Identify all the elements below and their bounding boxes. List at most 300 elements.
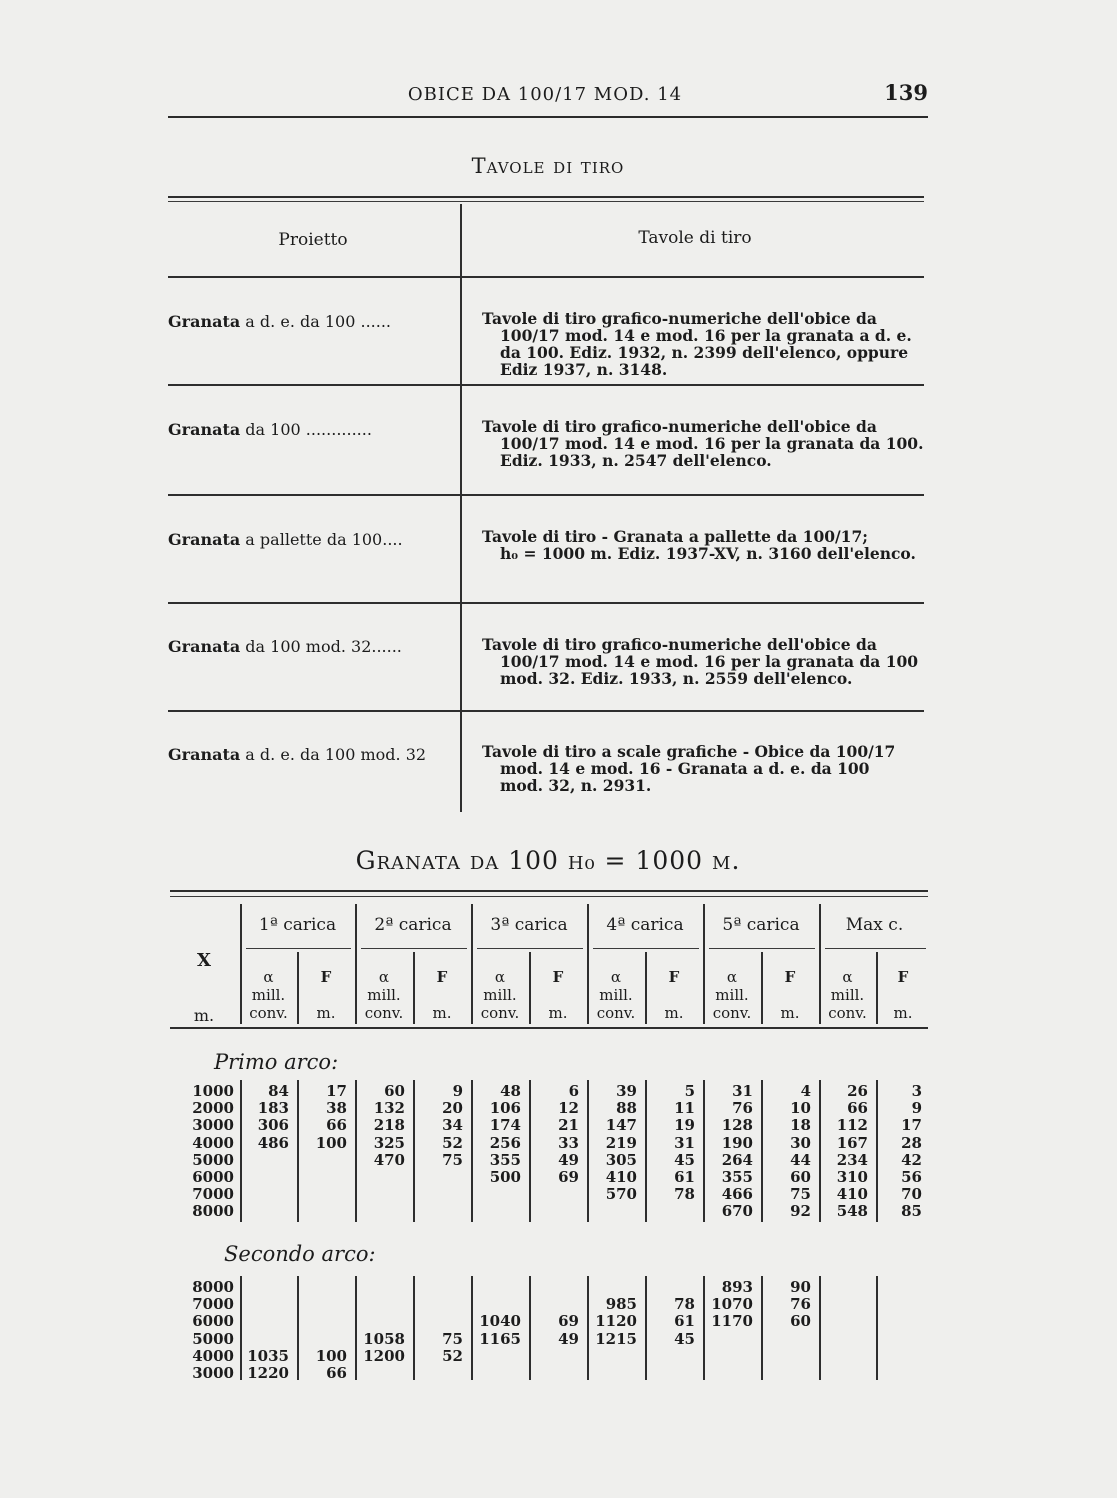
subheader-rule — [593, 948, 699, 949]
table-cell: 548 — [836, 1202, 868, 1221]
table-cell — [349, 1365, 405, 1382]
f-unit: m. — [548, 1004, 568, 1022]
table-cell — [407, 1313, 463, 1330]
table-cell: 92 — [790, 1202, 811, 1221]
data-column — [812, 1279, 868, 1382]
table-cell — [866, 1313, 922, 1330]
table-cell: 52 — [442, 1346, 463, 1365]
description-line: Tavole di tiro grafico-numeriche dell'obice da — [482, 417, 877, 436]
table-cell — [349, 1169, 405, 1186]
table-cell: 45 — [674, 1150, 695, 1169]
table-cell: 33 — [558, 1133, 579, 1152]
table-cell — [581, 1203, 637, 1220]
alpha-subheader-text: α — [494, 968, 506, 986]
data-column — [866, 1083, 922, 1221]
alpha-subheader-text: conv. — [828, 1004, 867, 1022]
table-cell — [523, 1348, 579, 1365]
table-cell — [233, 1279, 289, 1296]
x-value: 8000 — [192, 1278, 234, 1296]
table-cell: 1165 — [479, 1329, 521, 1348]
spacer — [876, 986, 930, 1004]
alpha-subheader — [819, 968, 876, 1022]
section-title-firing-tables: Tavole di tiro — [471, 154, 625, 178]
table-cell — [407, 1203, 463, 1220]
f-subheader — [529, 968, 587, 1022]
table-cell: 61 — [674, 1168, 695, 1187]
f-subheader — [761, 968, 819, 1022]
x-values — [190, 1083, 234, 1221]
spacer — [645, 986, 703, 1004]
table-cell: 112 — [836, 1116, 868, 1135]
table-cell — [465, 1279, 521, 1296]
x-column-header: X — [197, 950, 211, 971]
table-cell: 410 — [836, 1185, 868, 1204]
x-column-unit: m. — [193, 1006, 215, 1025]
table-cell: 31 — [732, 1082, 753, 1100]
table-cell: 75 — [442, 1329, 463, 1348]
charge-header: 2ª carica — [374, 915, 452, 935]
alpha-subheader-text: conv. — [249, 1004, 288, 1022]
table-cell: 132 — [373, 1099, 405, 1118]
alpha-subheader-text: mill. — [251, 986, 286, 1004]
projectile-keyword: Granata — [168, 312, 241, 331]
table-cell: 4 — [800, 1082, 811, 1100]
table-cell: 66 — [326, 1116, 347, 1135]
table-cell: 174 — [489, 1116, 521, 1135]
table-cell: 466 — [721, 1185, 753, 1204]
table-cell: 12 — [558, 1099, 579, 1118]
table-cell — [812, 1348, 868, 1365]
table-cell — [755, 1365, 811, 1382]
table-cell: 42 — [901, 1150, 922, 1169]
table-cell: 75 — [790, 1185, 811, 1204]
table-cell: 1220 — [247, 1364, 289, 1383]
table-cell: 52 — [442, 1133, 463, 1152]
subheader-rule — [246, 948, 351, 949]
projectile-detail: a d. e. da 100 mod. 32 — [240, 745, 427, 764]
projectile-detail: a pallette da 100.... — [240, 530, 403, 549]
table-cell: 3 — [911, 1082, 922, 1100]
table-cell — [639, 1203, 695, 1220]
table-cell — [465, 1296, 521, 1313]
table-cell — [291, 1152, 347, 1169]
f-unit: m. — [780, 1004, 800, 1022]
alpha-subheader-text: mill. — [483, 986, 517, 1004]
table-cell: 310 — [836, 1168, 868, 1187]
charge-header: 4ª carica — [606, 915, 684, 935]
x-value: 6000 — [192, 1312, 234, 1331]
f-symbol: F — [784, 968, 796, 986]
f-unit: m. — [432, 1004, 452, 1022]
table-cell: 985 — [605, 1295, 637, 1314]
table-cell: 128 — [721, 1116, 753, 1135]
table-cell: 17 — [326, 1082, 347, 1100]
alpha-subheader-text: α — [610, 968, 622, 986]
table-cell: 56 — [901, 1168, 922, 1187]
table-cell — [812, 1296, 868, 1313]
table-rule — [168, 276, 924, 278]
table-cell: 167 — [836, 1133, 868, 1152]
table-cell: 1120 — [595, 1312, 637, 1331]
table-cell — [866, 1365, 922, 1382]
table-cell: 48 — [500, 1082, 521, 1100]
table-cell: 470 — [373, 1150, 405, 1169]
table-cell — [291, 1313, 347, 1330]
table-cell: 44 — [790, 1150, 811, 1169]
description-line: da 100. Ediz. 1932, n. 2399 dell'elenco, oppure — [500, 343, 909, 362]
alpha-subheader-text: mill. — [715, 986, 749, 1004]
table-cell: 893 — [721, 1278, 753, 1296]
projectile-name — [168, 745, 453, 764]
alpha-subheader — [355, 968, 413, 1022]
charge-header: Max c. — [845, 915, 904, 935]
data-column — [407, 1279, 463, 1382]
projectile-keyword: Granata — [168, 745, 241, 764]
table-cell: 256 — [489, 1133, 521, 1152]
table-cell: 9 — [911, 1099, 922, 1118]
table-cell — [233, 1203, 289, 1220]
table-cell: 19 — [674, 1116, 695, 1135]
projectile-detail: a d. e. da 100 ...... — [240, 312, 391, 331]
table-cell: 60 — [790, 1312, 811, 1331]
table-cell: 11 — [674, 1099, 695, 1118]
data-column — [755, 1083, 811, 1221]
table-rule — [168, 196, 924, 198]
table-cell: 1035 — [247, 1346, 289, 1365]
table-cell — [523, 1279, 579, 1296]
x-value: 5000 — [192, 1150, 234, 1169]
table-cell — [812, 1331, 868, 1348]
f-subheader — [645, 968, 703, 1022]
table-cell — [812, 1279, 868, 1296]
spacer — [529, 986, 587, 1004]
subheader-rule — [361, 948, 467, 949]
table-cell: 190 — [721, 1133, 753, 1152]
table-cell — [233, 1313, 289, 1330]
row-separator — [168, 494, 924, 496]
table-cell: 670 — [721, 1202, 753, 1221]
table-cell: 31 — [674, 1133, 695, 1152]
x-value: 2000 — [192, 1099, 234, 1118]
f-unit: m. — [893, 1004, 913, 1022]
table-cell — [581, 1279, 637, 1296]
description-line: Ediz. 1933, n. 2547 dell'elenco. — [500, 451, 772, 470]
description-line: 100/17 mod. 14 e mod. 16 per la granata a d. e. — [500, 326, 912, 345]
data-column — [523, 1279, 579, 1382]
table-cell: 66 — [326, 1364, 347, 1383]
table-cell: 61 — [674, 1312, 695, 1331]
table-cell — [812, 1365, 868, 1382]
alpha-subheader-text: conv. — [712, 1004, 752, 1022]
table-cell: 100 — [315, 1346, 347, 1365]
data-column — [233, 1083, 289, 1221]
table-cell — [697, 1365, 753, 1382]
data-column — [581, 1083, 637, 1221]
table-cell: 1170 — [711, 1312, 753, 1331]
table-cell — [291, 1279, 347, 1296]
data-column — [233, 1279, 289, 1382]
x-value: 8000 — [192, 1202, 234, 1221]
table-description — [482, 636, 934, 687]
data-column — [812, 1083, 868, 1221]
data-column — [639, 1083, 695, 1221]
table-cell: 69 — [558, 1168, 579, 1187]
table-description — [482, 528, 934, 562]
table-cell — [291, 1296, 347, 1313]
table-cell: 9 — [452, 1082, 463, 1100]
table-cell: 30 — [790, 1133, 811, 1152]
alpha-subheader-text: α — [378, 968, 390, 986]
table-cell: 5 — [684, 1082, 695, 1100]
table-cell — [639, 1348, 695, 1365]
table-cell: 306 — [257, 1116, 289, 1135]
table-cell: 49 — [558, 1150, 579, 1169]
description-line: mod. 32, n. 2931. — [500, 776, 652, 795]
table-cell — [407, 1169, 463, 1186]
charge-header: 3ª carica — [490, 915, 568, 935]
table-description — [482, 418, 934, 469]
row-separator — [168, 602, 924, 604]
table-cell — [233, 1296, 289, 1313]
table-cell — [866, 1331, 922, 1348]
table-cell — [291, 1169, 347, 1186]
data-column — [697, 1083, 753, 1221]
table-cell: 69 — [558, 1312, 579, 1331]
table-cell — [407, 1365, 463, 1382]
f-symbol: F — [552, 968, 564, 986]
table-cell: 18 — [790, 1116, 811, 1135]
table-cell — [291, 1203, 347, 1220]
table-cell — [407, 1296, 463, 1313]
column-header-projectile: Proietto — [278, 230, 348, 250]
table-cell: 219 — [605, 1133, 637, 1152]
description-line: 100/17 mod. 14 e mod. 16 per la granata da 100. — [500, 434, 924, 453]
description-line: Tavole di tiro grafico-numeriche dell'obice da — [482, 635, 877, 654]
table-cell: 38 — [326, 1099, 347, 1118]
alpha-subheader-text: conv. — [596, 1004, 636, 1022]
alpha-subheader — [471, 968, 529, 1022]
subheader-rule — [709, 948, 815, 949]
table-cell — [581, 1365, 637, 1382]
table-cell: 34 — [442, 1116, 463, 1135]
f-symbol: F — [897, 968, 909, 986]
table-cell — [523, 1296, 579, 1313]
table-cell: 234 — [836, 1150, 868, 1169]
description-line: 100/17 mod. 14 e mod. 16 per la granata da 100 — [500, 652, 919, 671]
description-line: Tavole di tiro a scale grafiche - Obice da 100/17 — [482, 742, 896, 761]
table-cell — [639, 1279, 695, 1296]
spacer — [297, 986, 355, 1004]
projectile-keyword: Granata — [168, 637, 241, 656]
data-column — [291, 1279, 347, 1382]
table-cell — [866, 1279, 922, 1296]
alpha-subheader — [703, 968, 761, 1022]
table-cell — [349, 1296, 405, 1313]
x-value: 5000 — [192, 1329, 234, 1348]
table-cell — [407, 1279, 463, 1296]
table-cell — [465, 1186, 521, 1203]
charge-header: 5ª carica — [722, 915, 800, 935]
alpha-subheader-text: mill. — [830, 986, 865, 1004]
x-value: 4000 — [192, 1346, 234, 1365]
table-cell: 1200 — [363, 1346, 405, 1365]
table-cell — [233, 1169, 289, 1186]
table-cell — [697, 1331, 753, 1348]
data-column — [697, 1279, 753, 1382]
table-cell: 486 — [257, 1133, 289, 1152]
f-subheader — [413, 968, 471, 1022]
description-line: mod. 14 e mod. 16 - Granata a d. e. da 100 — [500, 759, 870, 778]
alpha-subheader-text: conv. — [364, 1004, 404, 1022]
table-cell — [291, 1331, 347, 1348]
alpha-subheader-text: mill. — [367, 986, 401, 1004]
x-value: 4000 — [192, 1133, 234, 1152]
table-cell — [697, 1348, 753, 1365]
projectile-name — [168, 420, 453, 439]
table-cell — [465, 1365, 521, 1382]
table-cell — [407, 1186, 463, 1203]
table-rule — [170, 890, 928, 892]
page-number: 139 — [884, 80, 928, 105]
f-symbol: F — [668, 968, 680, 986]
table-cell: 66 — [847, 1099, 868, 1118]
table-description — [482, 743, 934, 794]
table-cell: 76 — [732, 1099, 753, 1118]
table-cell: 28 — [901, 1133, 922, 1152]
table-cell: 10 — [790, 1099, 811, 1118]
table-cell — [581, 1348, 637, 1365]
table-cell: 500 — [489, 1168, 521, 1187]
table-cell — [755, 1331, 811, 1348]
arc-label-secondo: Secondo arco: — [224, 1242, 376, 1266]
table-cell: 39 — [616, 1082, 637, 1100]
data-column — [866, 1279, 922, 1382]
table-cell: 17 — [901, 1116, 922, 1135]
alpha-subheader-text: mill. — [599, 986, 633, 1004]
table-cell: 264 — [721, 1150, 753, 1169]
alpha-subheader — [587, 968, 645, 1022]
table-cell — [812, 1313, 868, 1330]
table-description — [482, 310, 934, 378]
table-cell — [523, 1186, 579, 1203]
data-column — [465, 1279, 521, 1382]
arc-label-primo: Primo arco: — [214, 1050, 339, 1074]
table-cell: 76 — [790, 1295, 811, 1314]
table-cell — [349, 1203, 405, 1220]
data-column — [291, 1083, 347, 1221]
table-cell: 84 — [268, 1082, 289, 1100]
row-separator — [168, 710, 924, 712]
projectile-keyword: Granata — [168, 530, 241, 549]
table-cell — [465, 1348, 521, 1365]
table-cell: 26 — [847, 1082, 868, 1100]
table-cell: 60 — [790, 1168, 811, 1187]
table-cell: 70 — [901, 1185, 922, 1204]
data-column — [349, 1279, 405, 1382]
alpha-subheader-text: α — [263, 968, 274, 986]
projectile-name — [168, 312, 453, 331]
table-cell: 355 — [489, 1150, 521, 1169]
f-symbol: F — [436, 968, 448, 986]
f-unit: m. — [316, 1004, 336, 1022]
table-cell: 75 — [442, 1150, 463, 1169]
table-cell — [866, 1348, 922, 1365]
data-column — [639, 1279, 695, 1382]
table-cell: 1215 — [595, 1329, 637, 1348]
spacer — [761, 986, 819, 1004]
table-cell: 1058 — [363, 1329, 405, 1348]
x-value: 7000 — [192, 1185, 234, 1204]
description-line: Tavole di tiro - Granata a pallette da 100/17; — [482, 527, 868, 546]
projectile-detail: da 100 ............. — [240, 420, 372, 439]
table-rule — [168, 201, 924, 202]
alpha-subheader-text: α — [842, 968, 853, 986]
header-rule — [168, 116, 928, 118]
table-cell: 183 — [257, 1099, 289, 1118]
table-cell — [349, 1313, 405, 1330]
subheader-rule — [477, 948, 583, 949]
alpha-subheader-text: conv. — [480, 1004, 520, 1022]
column-header-tables: Tavole di tiro — [638, 228, 752, 248]
table-cell — [349, 1186, 405, 1203]
table-cell: 78 — [674, 1295, 695, 1314]
table-cell: 147 — [605, 1116, 637, 1135]
f-subheader — [297, 968, 355, 1022]
column-divider — [460, 204, 462, 812]
description-line: h₀ = 1000 m. Ediz. 1937-XV, n. 3160 dell'elenco. — [500, 544, 916, 563]
table-cell: 78 — [674, 1185, 695, 1204]
table-cell: 106 — [489, 1099, 521, 1118]
table-cell: 305 — [605, 1150, 637, 1169]
projectile-keyword: Granata — [168, 420, 241, 439]
table-cell: 325 — [373, 1133, 405, 1152]
section-title-shell-table: Granata da 100 h₀ = 1000 m. — [355, 846, 741, 875]
table-cell: 90 — [790, 1278, 811, 1296]
table-cell: 6 — [568, 1082, 579, 1100]
projectile-detail: da 100 mod. 32...... — [240, 637, 402, 656]
table-cell: 218 — [373, 1116, 405, 1135]
data-column — [755, 1279, 811, 1382]
x-value: 3000 — [192, 1116, 234, 1135]
table-cell: 20 — [442, 1099, 463, 1118]
subheader-rule — [825, 948, 926, 949]
data-column — [465, 1083, 521, 1221]
table-cell: 45 — [674, 1329, 695, 1348]
charge-header: 1ª carica — [258, 915, 337, 935]
table-cell — [233, 1152, 289, 1169]
projectile-name — [168, 637, 453, 656]
x-value: 7000 — [192, 1295, 234, 1314]
description-line: Ediz 1937, n. 3148. — [500, 360, 668, 379]
table-cell — [523, 1365, 579, 1382]
x-values — [190, 1279, 234, 1382]
f-unit: m. — [664, 1004, 684, 1022]
table-cell — [755, 1348, 811, 1365]
table-cell — [233, 1186, 289, 1203]
table-cell — [349, 1279, 405, 1296]
table-cell — [639, 1365, 695, 1382]
data-column — [407, 1083, 463, 1221]
table-cell: 60 — [384, 1082, 405, 1100]
table-cell — [523, 1203, 579, 1220]
table-cell: 88 — [616, 1099, 637, 1118]
table-cell — [291, 1186, 347, 1203]
table-cell: 1070 — [711, 1295, 753, 1314]
description-line: Tavole di tiro grafico-numeriche dell'obice da — [482, 309, 877, 328]
alpha-subheader — [240, 968, 297, 1022]
alpha-subheader-text: α — [726, 968, 738, 986]
description-line: mod. 32. Ediz. 1933, n. 2559 dell'elenco. — [500, 669, 853, 688]
